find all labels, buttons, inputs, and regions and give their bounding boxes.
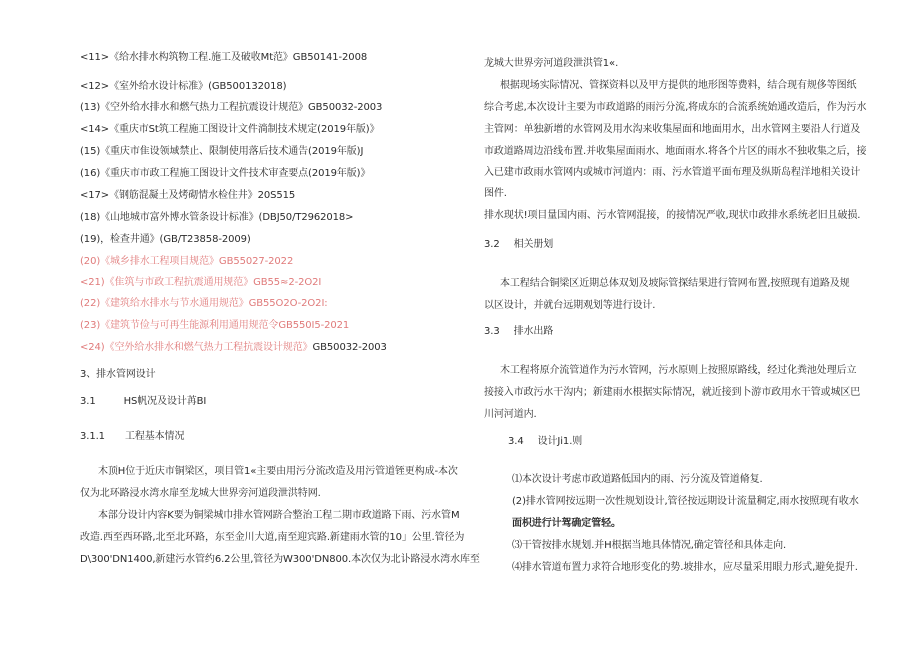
reference-item-red: <21)《隹筑与市政工程抗震通用规范》GB55≈2-2O2I: [80, 277, 322, 288]
reference-item-red: (20)《城乡排水工程项目规范》GB55027-2022: [80, 256, 294, 267]
reference-item: (16)《重庆市市政工程施工图设计文件技术审查要点(2019年版)》: [80, 168, 371, 179]
reference-item: <17>《钢筋混凝土及烤砌情水检住井》20S515: [80, 190, 296, 201]
reference-item: <11>《给水排水构筑物工程.施工及破收Mt范》GB50141-2008: [80, 52, 368, 63]
section-title: 排水出路: [513, 326, 554, 337]
paragraph-line: 市政道路周边沿线布置.并收集屋面雨水、地面雨水.将各个片区的雨水不独收集之后，接: [484, 146, 867, 157]
section-heading: [484, 238, 553, 251]
section-number: 3.2: [484, 239, 500, 250]
paragraph-line: D\300'DN1400,新建污水管约6.2公里,管径为W300'DN800.本次仅为北讣路浸水湾水库至: [80, 554, 480, 565]
rule-item: ⑶干管按排水规划.并H根据当地具体情况,确定管径和具体走向.: [512, 540, 787, 551]
section-title: 设计Ji1.则: [537, 436, 583, 447]
section-heading: [484, 325, 553, 338]
section-number: 3.1.1: [80, 431, 105, 442]
paragraph-line: 木顶H位于近庆市铜梁区，项目管1«主要由用污分流改造及用污管道铚更构成-本次: [98, 466, 458, 477]
section-title: 工程基本情况: [124, 431, 185, 442]
paragraph-line: 本工程结合铜梁区近期总体双划及坡际管探结果进行管网布置,按照现有道路及规: [500, 278, 850, 289]
reference-code: GB50032-2003: [312, 342, 387, 353]
rule-item: ⑴本次设计考虑市政道路低国内的雨、污分流及管道脩复.: [512, 474, 763, 485]
section-heading: 3、排水管网设计: [80, 369, 156, 380]
paragraph-line: 以区设计，并就台远期观划等进行设计.: [484, 300, 656, 311]
paragraph-line: 接接入市政污水干沟内；新建雨水根据实际情况，就近接到卜游市政用水干管或城区巴: [484, 387, 861, 398]
reference-item: <12>《室外给水设计标准》(GB500132018): [80, 81, 287, 92]
paragraph-line: 木工程将原介流管道作为污水管网，污水原则上按照原路线，经过化粪池处理后立: [500, 365, 857, 376]
section-number: 3.3: [484, 326, 500, 337]
paragraph-line: 综合考虑,本次设计主要为市政道路的雨污分流,将成东的合流系统始通改造后，作为污水: [484, 102, 867, 113]
paragraph-line: 龙城大世界旁河道段泄洪管1«.: [484, 58, 619, 69]
reference-item: (13)《空外给水排水和燃气热力工程抗震设计规范》GB50032-2003: [80, 102, 383, 113]
paragraph-line: 主管网：单独新增的水管网及用水沟来收集屋面和地面用水，出水管网主要沿人行道及: [484, 124, 861, 135]
paragraph-line: 排水现状!项目量国内雨、污水管网混接，的接情况严收,现状巾政排水系统老旧且破损.: [484, 210, 861, 221]
reference-item: (18)《山地城市富外博水管条设计标准》(DBJ50/T2962018>: [80, 212, 354, 223]
rule-item: (2)排水管网按远期一次性规划设计,管径按远期设计流量稠定,雨水按照现有收水: [512, 496, 859, 507]
paragraph-line: 根据现场实际情况、管探资料以及甲方提供的地形图等费料，结合现有规侈等图纸: [500, 80, 857, 91]
section-number: 3.1: [80, 396, 96, 407]
section-number: 3.4: [508, 436, 524, 447]
rule-item: ⑷排水管道布置力求符合地形变化的势.坡排水，应尽量采用眼力形式,避免提升.: [512, 562, 858, 573]
reference-item-red: (22)《建筑给水排水与节水通用规范》GB55O2O-2O2I:: [80, 298, 328, 309]
paragraph-line: 川河河道内.: [484, 409, 537, 420]
section-title: HS帆况及设计苒BI: [123, 396, 207, 407]
paragraph-line: 图件.: [484, 188, 507, 199]
paragraph-line: 改造.西至西环路,北至北环路，东至金川大道,南至迎宾路.新建雨水管的10」公里.管径为: [80, 532, 465, 543]
reference-item: <14>《重庆市St筑工程施工图设计文件淌制技术规定(2019年版)》: [80, 124, 380, 135]
section-title: 相关册划: [513, 239, 554, 250]
section-heading: [508, 435, 582, 448]
paragraph-line: 仅为北环路浸水湾水扉至龙城大世界旁河道段泄洪特网.: [80, 488, 321, 499]
paragraph-line: 入已建市政雨水管网内或城市河道内：雨、污水管道平面布理及纵斯岛程洋地相关设计: [484, 167, 861, 178]
reference-item: (19)，检查井通》(GB/T23858-2009): [80, 234, 251, 245]
rule-item: 面枳进行计驾确定管轻。: [512, 518, 621, 529]
reference-item-red: (23)《建筑节俭与可再生能源利用通用规范令GB550I5-2021: [80, 320, 350, 331]
section-heading: [80, 395, 206, 408]
paragraph-line: 本部分设计内容K要为铜梁城巾排水管网跻合整治工程二期市政道路下雨、污水管M: [98, 510, 460, 521]
reference-item: [80, 341, 387, 354]
section-heading: [80, 430, 184, 443]
reference-item: (15)《重庆市隹设领域禁止、限制使用落后技术通告(2019年版)J: [80, 146, 364, 157]
reference-name: <24)《空外给水排水和燃气热力工程抗震设计规范》: [80, 342, 313, 353]
